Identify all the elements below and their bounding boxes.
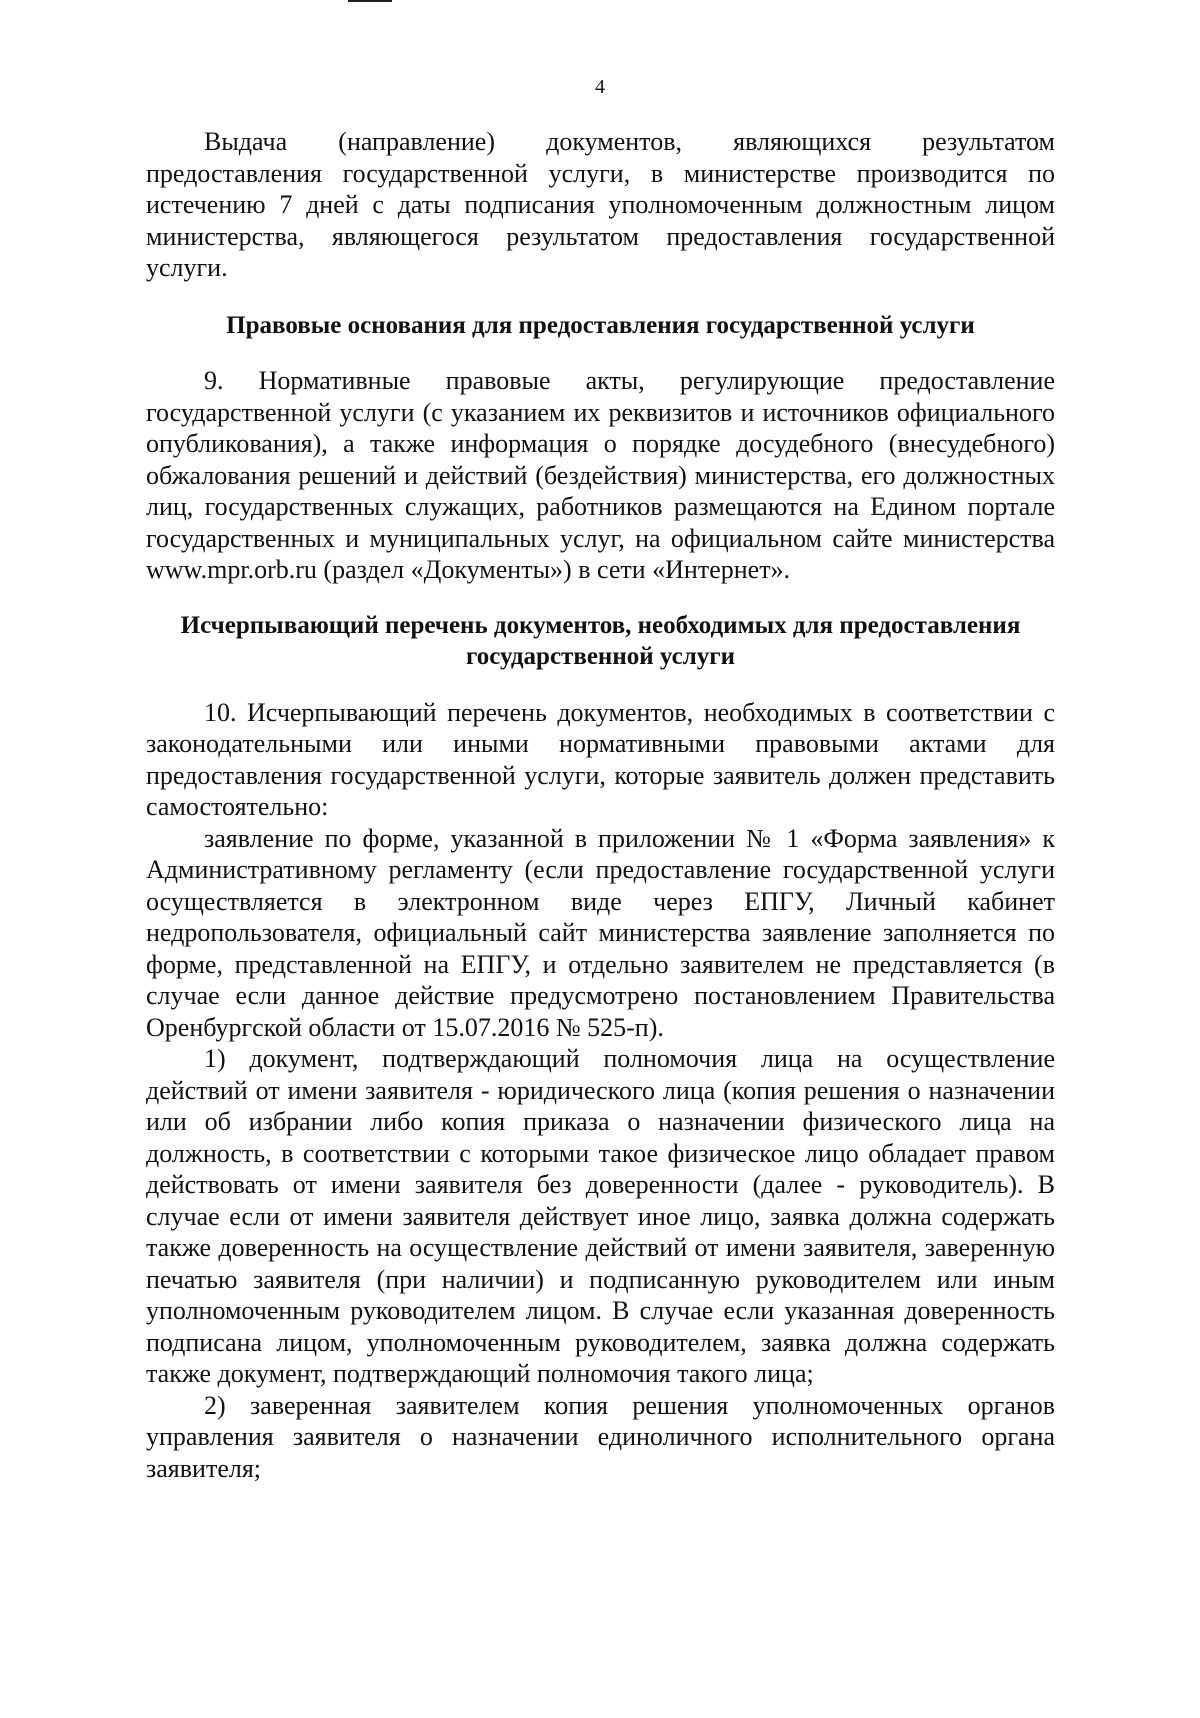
- page-number: 4: [595, 76, 605, 98]
- heading-documents-list: [146, 610, 1055, 673]
- heading-documents-line-2: государственной услуги: [465, 643, 736, 670]
- paragraph-10: 10. Исчерпывающий перечень документов, необходимых в соответствии с законодательными или иными нормативными правовыми актами для предоставления государственной услуги, которые заявитель должен представить самостоятельно:: [146, 697, 1055, 821]
- paragraph-issue-of-documents: Выдача (направление) документов, являющихся результатом предоставления государственной услуги, в министерстве производится по истечению 7 дней с даты подписания уполномоченным должностным лицом министерства, являющегося результатом предоставления государственной услуги.: [146, 127, 1055, 282]
- paragraph-item-2: 2) заверенная заявителем копия решения уполномоченных органов управления заявителя о назначении единоличного исполнительного органа заявителя;: [146, 1390, 1055, 1483]
- heading-legal-grounds: Правовые основания для предоставления государственной услуги: [226, 311, 975, 339]
- document-body: [146, 126, 1055, 1484]
- heading-documents-line-1: Исчерпывающий перечень документов, необходимых для предоставления: [180, 611, 1021, 639]
- paragraph-application-form: заявление по форме, указанной в приложении № 1 «Форма заявления» к Административному регламенту (если предоставление государственной услуги осуществляется в электронном виде через ЕПГУ, Личный кабинет недропользователя, официальный сайт министерства заявление заполняется по форме, представленной на ЕПГУ, и отдельно заявителем не представляется (в случае если данное действие предусмотрено постановлением Правительства Оренбургской области от 15.07.2016 № 525-п).: [146, 823, 1055, 1042]
- scan-mark: [348, 0, 392, 2]
- paragraph-item-1: 1) документ, подтверждающий полномочия лица на осуществление действий от имени заявителя - юридического лица (копия решения о назначении или об избрании либо копия приказа о назначении физического лица на должность, в соответствии с которыми такое физическое лицо обладает правом действовать от имени заявителя без доверенности (далее - руководитель). В случае если от имени заявителя действует иное лицо, заявка должна содержать также доверенность на осуществление действий от имени заявителя, заверенную печатью заявителя (при наличии) и подписанную руководителем или иным уполномоченным руководителем лицом. В случае если указанная доверенность подписана лицом, уполномоченным руководителем, заявка должна содержать также документ, подтверждающий полномочия такого лица;: [146, 1044, 1055, 1388]
- paragraph-9: 9. Нормативные правовые акты, регулирующие предоставление государственной услуги (с указанием их реквизитов и источников официального опубликования), а также информация о порядке досудебного (внесудебного) обжалования решений и действий (бездействия) министерства, его должностных лиц, государственных служащих, работников размещаются на Едином портале государственных и муниципальных услуг, на официальном сайте министерства www.mpr.orb.ru (раздел «Документы») в сети «Интернет».: [146, 366, 1055, 584]
